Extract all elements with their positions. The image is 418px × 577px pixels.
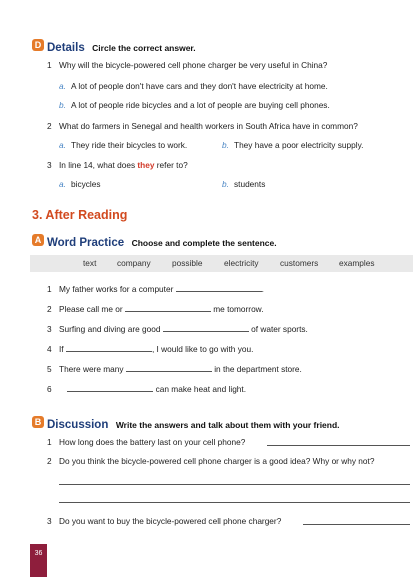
- discussion-instruction: Write the answers and talk about them with your friend.: [115, 420, 340, 430]
- page-number: 36: [34, 550, 43, 557]
- q-text: How long does the battery last on your cell phone?: [59, 437, 246, 447]
- details-heading: [47, 38, 196, 56]
- option-text: A lot of people don't have cars and they don't have electricity at home.: [71, 81, 328, 91]
- word-bank-item: text: [83, 258, 97, 268]
- option-text: A lot of people ride bicycles and a lot of people are buying cell phones.: [71, 100, 330, 110]
- page-number-bar: [30, 544, 47, 577]
- option-letter: b.: [59, 100, 66, 110]
- answer-blank[interactable]: [163, 323, 249, 332]
- sentence-number: 2: [47, 304, 52, 314]
- q-number: 1: [47, 60, 52, 70]
- sentence-text-after: of water sports.: [251, 324, 308, 334]
- sentence-number: 1: [47, 284, 52, 294]
- answer-line[interactable]: [59, 484, 410, 485]
- answer-blank[interactable]: [67, 383, 153, 392]
- sentence-text-after: in the department store.: [214, 364, 302, 374]
- word-bank: [30, 255, 413, 272]
- word-bank-item: examples: [339, 258, 375, 268]
- answer-blank[interactable]: [66, 343, 152, 352]
- q-number: 2: [47, 456, 52, 466]
- option-letter: b.: [222, 140, 229, 150]
- sentence-number: 3: [47, 324, 52, 334]
- sentence-text-after: .: [261, 284, 264, 294]
- answer-line[interactable]: [303, 524, 410, 525]
- q-text-before: In line 14, what does: [59, 160, 136, 170]
- option-text: They ride their bicycles to work.: [71, 140, 188, 150]
- sentence-5: [47, 363, 302, 374]
- word-bank-item: company: [117, 258, 151, 268]
- q-number: 1: [47, 437, 52, 447]
- sentence-6: [47, 383, 246, 394]
- details-q2-option-a[interactable]: [59, 140, 187, 150]
- details-instruction: Circle the correct answer.: [92, 43, 196, 53]
- answer-line[interactable]: [267, 445, 410, 446]
- q-text: What do farmers in Senegal and health workers in South Africa have in common?: [59, 121, 358, 131]
- option-text: bicycles: [71, 179, 101, 189]
- sentence-text-before: Surfing and diving are good: [59, 324, 161, 334]
- sentence-text-before: There were many: [59, 364, 124, 374]
- section-a-badge: A: [32, 234, 44, 246]
- details-q1-option-a[interactable]: [59, 81, 328, 91]
- sentence-4: [47, 343, 253, 354]
- discussion-title: Discussion: [47, 419, 109, 431]
- answer-line[interactable]: [59, 502, 410, 503]
- q-number: 3: [47, 160, 52, 170]
- after-reading-title: 3. After Reading: [32, 208, 128, 222]
- sentence-text-before: If: [59, 344, 64, 354]
- word-practice-heading: [47, 233, 277, 251]
- sentence-text-after: me tomorrow.: [213, 304, 264, 314]
- word-bank-item: electricity: [224, 258, 259, 268]
- discussion-heading: [47, 415, 340, 433]
- q-text: Why will the bicycle-powered cell phone charger be very useful in China?: [59, 60, 328, 70]
- section-b-badge: B: [32, 416, 44, 428]
- word-bank-item: customers: [280, 258, 319, 268]
- section-d-badge: D: [32, 39, 44, 51]
- sentence-number: 6: [47, 384, 52, 394]
- option-letter: a.: [59, 140, 66, 150]
- sentence-text-after: can make heat and light.: [155, 384, 247, 394]
- details-q2: [47, 121, 358, 131]
- q-number: 3: [47, 516, 52, 526]
- sentence-2: [47, 303, 264, 314]
- word-bank-item: possible: [172, 258, 203, 268]
- sentence-1: [47, 283, 264, 294]
- sentence-text-before: My father works for a computer: [59, 284, 174, 294]
- option-letter: b.: [222, 179, 229, 189]
- option-letter: a.: [59, 81, 66, 91]
- q-text: Do you want to buy the bicycle-powered cell phone charger?: [59, 516, 282, 526]
- sentence-3: [47, 323, 308, 334]
- option-text: They have a poor electricity supply.: [234, 140, 364, 150]
- sentence-number: 5: [47, 364, 52, 374]
- q-number: 2: [47, 121, 52, 131]
- details-q3: [47, 160, 188, 170]
- q-text-after: refer to?: [156, 160, 188, 170]
- details-title: Details: [47, 42, 85, 54]
- word-practice-title: Word Practice: [47, 237, 125, 249]
- sentence-number: 4: [47, 344, 52, 354]
- option-letter: a.: [59, 179, 66, 189]
- discussion-q3: [47, 516, 281, 526]
- sentence-text-before: Please call me or: [59, 304, 123, 314]
- answer-blank[interactable]: [176, 283, 262, 292]
- discussion-q1: [47, 437, 245, 447]
- details-q1: [47, 60, 327, 70]
- q-highlight-word: they: [137, 160, 155, 170]
- answer-blank[interactable]: [125, 303, 211, 312]
- answer-blank[interactable]: [126, 363, 212, 372]
- details-q2-option-b[interactable]: [222, 140, 363, 150]
- option-text: students: [234, 179, 266, 189]
- details-q3-option-b[interactable]: [222, 179, 265, 189]
- discussion-q2: [47, 456, 374, 466]
- q-text: Do you think the bicycle-powered cell phone charger is a good idea? Why or why not?: [59, 456, 375, 466]
- word-practice-instruction: Choose and complete the sentence.: [131, 238, 277, 248]
- sentence-text-after: , I would like to go with you.: [151, 344, 254, 354]
- details-q3-option-a[interactable]: [59, 179, 101, 189]
- details-q1-option-b[interactable]: [59, 100, 330, 110]
